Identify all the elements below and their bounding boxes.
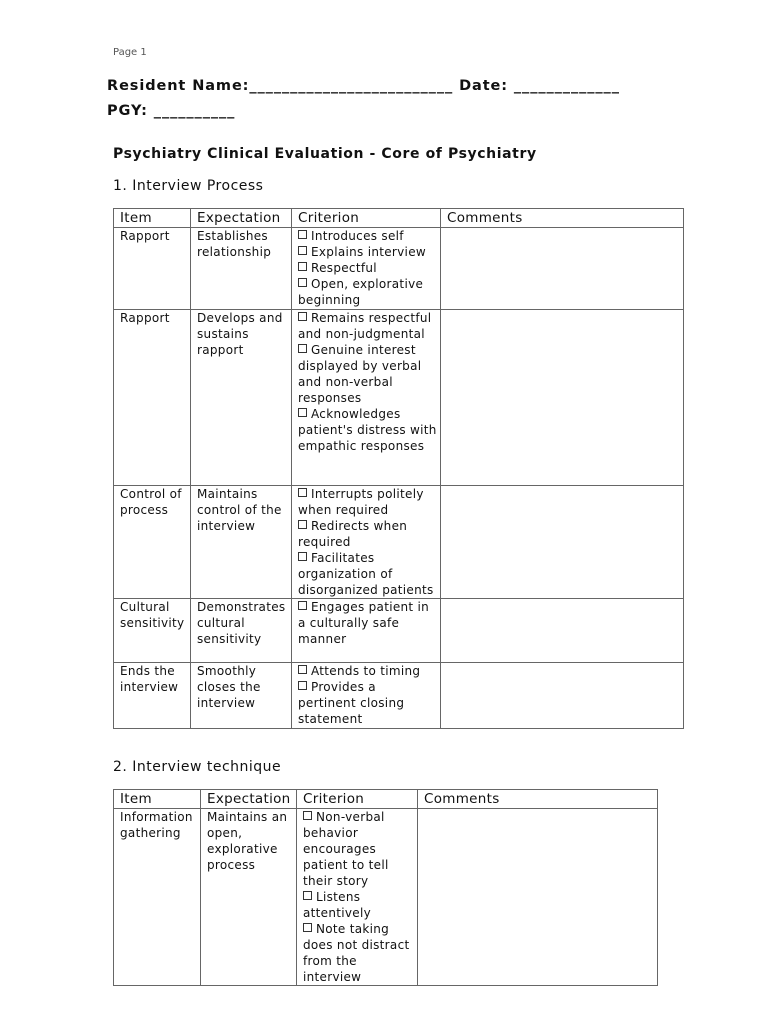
checkbox-icon[interactable] (298, 488, 307, 497)
document-title: Psychiatry Clinical Evaluation - Core of Psychiatry (113, 146, 537, 162)
comments-cell[interactable] (441, 310, 684, 486)
expectation-cell: Establishes relationship (191, 228, 292, 310)
comments-cell[interactable] (441, 599, 684, 663)
pgy-line: PGY: __________ (107, 103, 236, 119)
expectation-cell: Smoothly closes the interview (191, 663, 292, 729)
comments-cell[interactable] (441, 486, 684, 599)
criterion-item: Non-verbal behavior encourages patient to tell their story (303, 810, 389, 888)
comments-cell[interactable] (418, 809, 658, 986)
criterion-item: Respectful (298, 260, 437, 276)
item-cell: Control of process (114, 486, 191, 599)
criterion-item: Redirects when required (298, 519, 408, 549)
checkbox-icon[interactable] (298, 681, 307, 690)
checkbox-icon[interactable] (298, 552, 307, 561)
checkbox-icon[interactable] (298, 344, 307, 353)
criterion-cell (292, 486, 441, 599)
column-header-criterion: Criterion (292, 209, 441, 228)
interview-process-table (113, 208, 684, 729)
checkbox-icon[interactable] (298, 278, 307, 287)
expectation-cell: Maintains an open, explorative process (201, 809, 297, 986)
criterion-item: Provides a pertinent closing statement (298, 680, 405, 726)
column-header-item: Item (114, 209, 191, 228)
expectation-cell: Develops and sustains rapport (191, 310, 292, 486)
table-header-row (114, 790, 658, 809)
checkbox-icon[interactable] (298, 262, 307, 271)
item-cell: Ends the interview (114, 663, 191, 729)
column-header-comments: Comments (418, 790, 658, 809)
table-row (114, 486, 684, 599)
item-cell: Cultural sensitivity (114, 599, 191, 663)
comments-cell[interactable] (441, 663, 684, 729)
checkbox-icon[interactable] (298, 246, 307, 255)
column-header-criterion: Criterion (297, 790, 418, 809)
criterion-item: Note taking does not distract from the interview (303, 922, 410, 984)
checkbox-icon[interactable] (303, 811, 312, 820)
criterion-item: Engages patient in a culturally safe manner (298, 600, 430, 646)
criterion-item: Attends to timing (298, 663, 437, 679)
criterion-item: Facilitates organization of disorganized patients (298, 551, 434, 597)
table-row (114, 310, 684, 486)
criterion-cell (292, 663, 441, 729)
checkbox-icon[interactable] (298, 601, 307, 610)
criterion-item: Listens attentively (303, 890, 372, 920)
criterion-item: Acknowledges patient's distress with empathic responses (298, 407, 437, 453)
criterion-item: Remains respectful and non-judgmental (298, 311, 432, 341)
resident-name-date-line: Resident Name:_________________________ Date: _____________ (107, 78, 620, 94)
criterion-item: Introduces self (298, 228, 437, 244)
item-cell: Information gathering (114, 809, 201, 986)
checkbox-icon[interactable] (298, 230, 307, 239)
checkbox-icon[interactable] (298, 312, 307, 321)
column-header-comments: Comments (441, 209, 684, 228)
table-row (114, 599, 684, 663)
criterion-cell (292, 228, 441, 310)
criterion-cell (292, 310, 441, 486)
criterion-cell (297, 809, 418, 986)
item-cell: Rapport (114, 228, 191, 310)
column-header-item: Item (114, 790, 201, 809)
criterion-cell (292, 599, 441, 663)
section-heading-interview-process: 1. Interview Process (113, 178, 264, 194)
checkbox-icon[interactable] (303, 923, 312, 932)
table-row (114, 663, 684, 729)
table-row (114, 228, 684, 310)
criterion-item: Interrupts politely when required (298, 487, 424, 517)
column-header-expectation: Expectation (201, 790, 297, 809)
section-heading-interview-technique: 2. Interview technique (113, 759, 282, 775)
column-header-expectation: Expectation (191, 209, 292, 228)
table-row (114, 809, 658, 986)
table-header-row (114, 209, 684, 228)
checkbox-icon[interactable] (303, 891, 312, 900)
page-number: Page 1 (113, 47, 147, 58)
checkbox-icon[interactable] (298, 665, 307, 674)
item-cell: Rapport (114, 310, 191, 486)
expectation-cell: Demonstrates cultural sensitivity (191, 599, 292, 663)
comments-cell[interactable] (441, 228, 684, 310)
checkbox-icon[interactable] (298, 408, 307, 417)
criterion-item: Explains interview (298, 244, 437, 260)
checkbox-icon[interactable] (298, 520, 307, 529)
criterion-item: Genuine interest displayed by verbal and non-verbal responses (298, 343, 422, 405)
criterion-item: Open, explorative beginning (298, 277, 424, 307)
expectation-cell: Maintains control of the interview (191, 486, 292, 599)
interview-technique-table (113, 789, 658, 986)
